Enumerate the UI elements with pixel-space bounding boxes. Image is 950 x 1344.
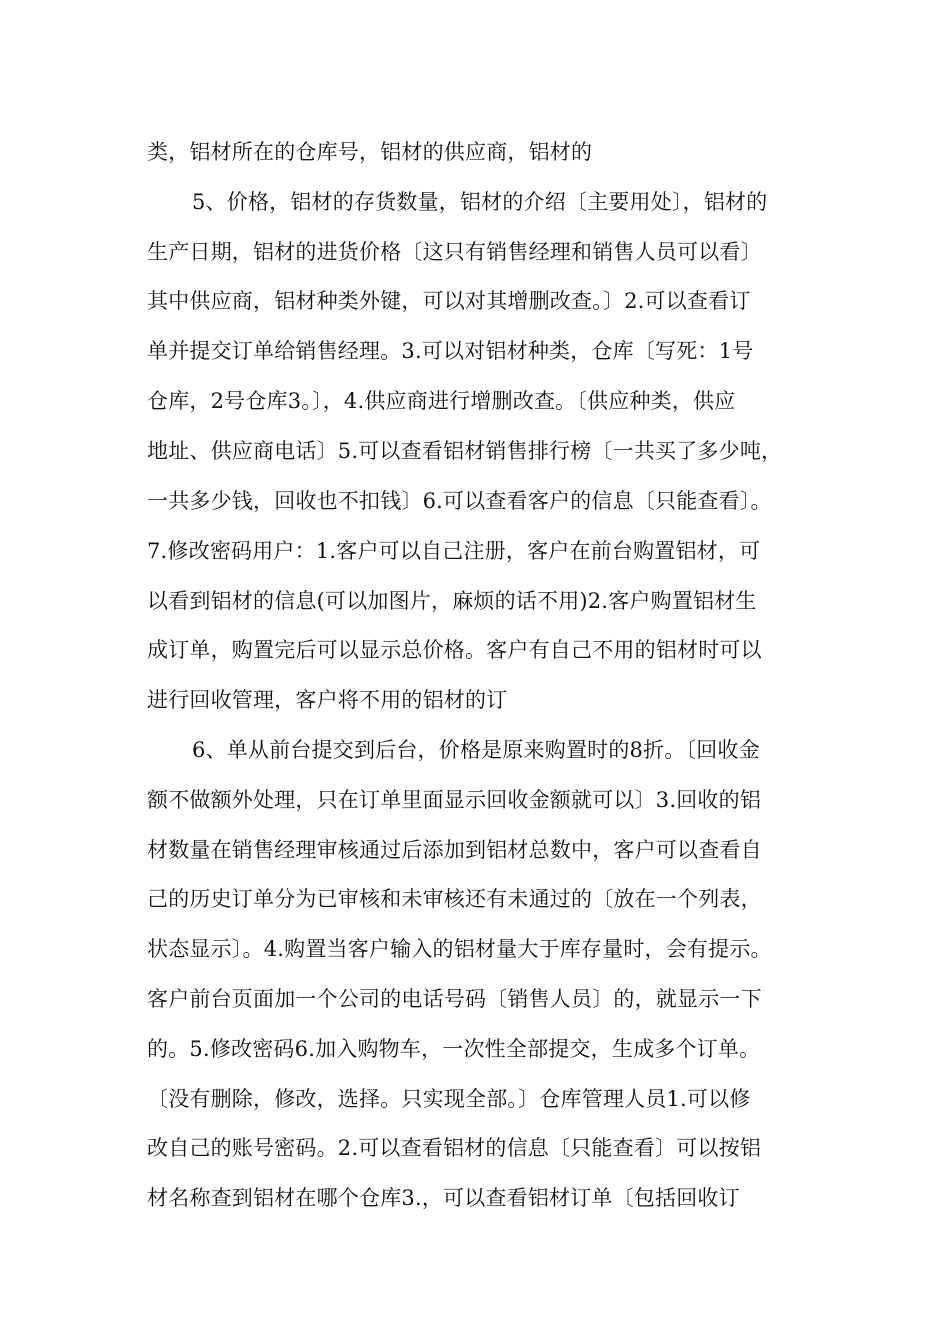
- text-line: 额不做额外处理，只在订单里面显示回收金额就可以〕3.回收的铝: [147, 788, 762, 812]
- text-line: 类，铝材所在的仓库号，铝材的供应商，铝材的: [147, 140, 593, 164]
- text-line: 的。5.修改密码6.加入购物车，一次性全部提交，生成多个订单。: [147, 1037, 761, 1061]
- text-line: 改自己的账号密码。2.可以查看铝材的信息〔只能查看〕可以按铝: [147, 1136, 762, 1160]
- text-line: 生产日期，铝材的进货价格〔这只有销售经理和销售人员可以看〕: [147, 240, 762, 264]
- text-line: 7.修改密码用户：1.客户可以自己注册，客户在前台购置铝材，可: [147, 539, 761, 563]
- text-line: 以看到铝材的信息(可以加图片，麻烦的话不用)2.客户购置铝材生: [147, 589, 757, 613]
- text-line: 己的历史订单分为已审核和未审核还有未通过的〔放在一个列表，: [147, 887, 762, 911]
- text-line: 一共多少钱，回收也不扣钱〕6.可以查看客户的信息〔只能查看〕。: [147, 489, 772, 513]
- paragraph-first-line: 5、价格，铝材的存货数量，铝材的介绍〔主要用处〕，铝材的: [192, 190, 768, 214]
- text-line: 状态显示〕。4.购置当客户输入的铝材量大于库存量时，会有提示。: [147, 937, 772, 961]
- text-line: 地址、供应商电话〕5.可以查看铝材销售排行榜〔一共买了多少吨，: [147, 439, 783, 463]
- text-line: 材名称查到铝材在哪个仓库3.，可以查看铝材订单〔包括回收订: [147, 1186, 740, 1210]
- text-line: 客户前台页面加一个公司的电话号码〔销售人员〕的，就显示一下: [147, 987, 762, 1011]
- text-line: 进行回收管理，客户将不用的铝材的订: [147, 688, 508, 712]
- text-line: 成订单，购置完后可以显示总价格。客户有自己不用的铝材时可以: [147, 638, 762, 662]
- text-line: 单并提交订单给销售经理。3.可以对铝材种类，仓库〔写死：1号: [147, 339, 754, 363]
- paragraph-first-line: 6、单从前台提交到后台，价格是原来购置时的8折。〔回收金: [192, 738, 760, 762]
- text-line: 仓库，2号仓库3。〕，4.供应商进行增删改查。〔供应种类，供应: [147, 389, 736, 413]
- text-line: 其中供应商，铝材种类外键，可以对其增删改查。〕2.可以查看订: [147, 289, 751, 313]
- text-line: 〔没有删除，修改，选择。只实现全部。〕仓库管理人员1.可以修: [147, 1087, 751, 1111]
- text-line: 材数量在销售经理审核通过后添加到铝材总数中，客户可以查看自: [147, 838, 762, 862]
